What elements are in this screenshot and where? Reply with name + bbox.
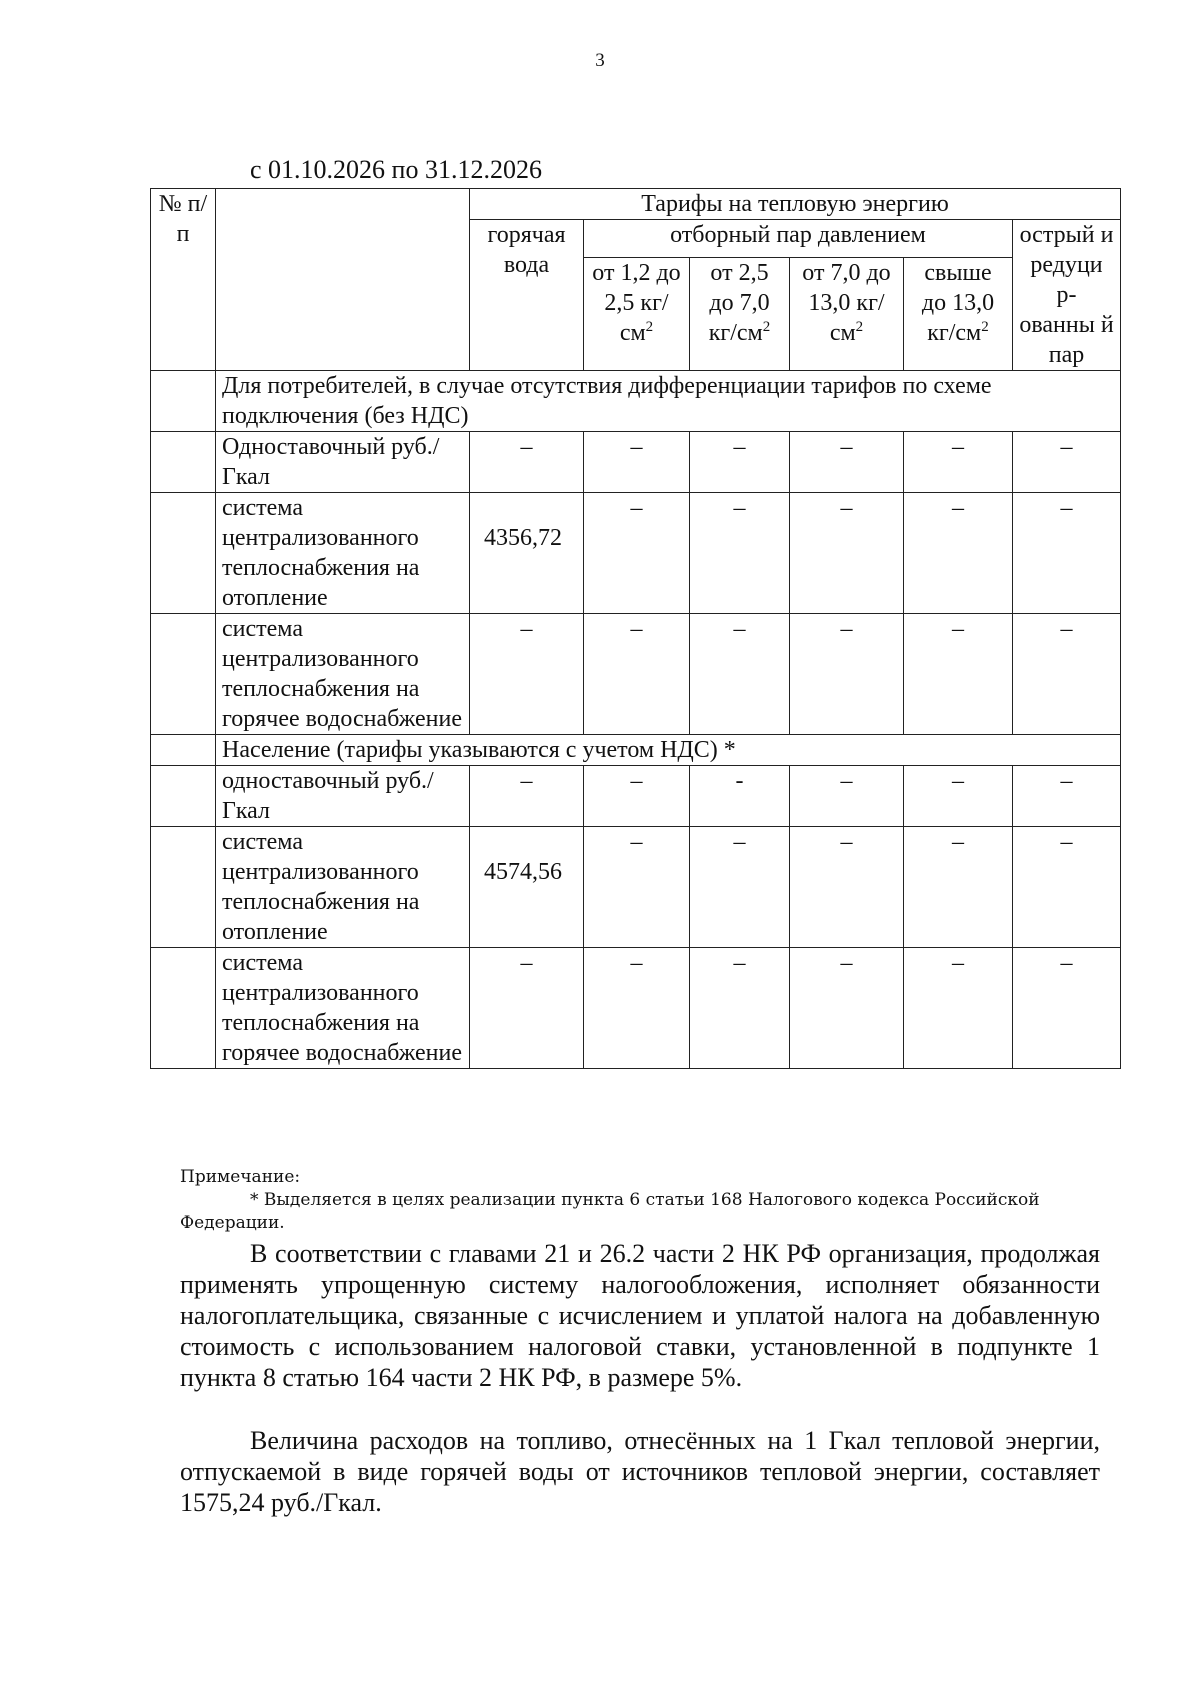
cell-hot-water: –: [470, 766, 584, 827]
note-text-continued: Федерации.: [180, 1213, 285, 1233]
table-row: [151, 948, 1121, 1069]
tariff-period: с 01.10.2026 по 31.12.2026: [250, 155, 542, 184]
cell-value: –: [1013, 614, 1121, 735]
cell-value: –: [690, 432, 790, 493]
header-tariffs-title: Тарифы на тепловую энергию: [470, 189, 1121, 220]
note-title: Примечание:: [180, 1167, 301, 1187]
paragraph-fuel-cost: Величина расходов на топливо, отнесённых на 1 Гкал тепловой энергии, отпускаемой в виде горячей воды от источников тепловой энергии, составляет 1575,24 руб./Гкал.: [180, 1426, 1100, 1517]
section-row: [151, 371, 1121, 432]
tariff-table: [150, 188, 1121, 1069]
cell-hot-water: 4574,56: [470, 827, 584, 948]
cell-value: –: [904, 766, 1013, 827]
cell-value: –: [904, 827, 1013, 948]
cell-value: –: [1013, 766, 1121, 827]
cell-hot-water: –: [470, 948, 584, 1069]
section-row: [151, 735, 1121, 766]
cell-value: –: [690, 827, 790, 948]
note-text: * Выделяется в целях реализации пункта 6 статьи 168 Налогового кодекса Российской: [250, 1190, 1040, 1210]
header-steam-title: отборный пар давлением: [584, 220, 1013, 258]
header-num: № п/п: [151, 189, 216, 371]
row-label: Одноставочный руб./Гкал: [216, 432, 470, 493]
paragraph-vat: В соответствии с главами 21 и 26.2 части 2 НК РФ организация, продолжая применять упрощенную систему налогообложения, исполняет обязанности налогоплательщика, связанные с исчислением и уплатой налога на добавленную стоимость с использованием налоговой ставки, установленной в подпункте 1 пункта 8 статью 164 части 2 НК РФ, в размере 5%.: [180, 1239, 1100, 1392]
row-label: система централизованного теплоснабжения на горячее водоснабжение: [216, 948, 470, 1069]
cell-value: –: [904, 614, 1013, 735]
table-row: [151, 766, 1121, 827]
cell-value: –: [790, 614, 904, 735]
section-title: Для потребителей, в случае отсутствия дифференциации тарифов по схеме подключения (без НДС): [216, 371, 1121, 432]
header-steam-1: от 1,2 до 2,5 $кг/см^2$: [584, 258, 690, 371]
cell-value: –: [1013, 827, 1121, 948]
section-title: Население (тарифы указываются с учетом НДС) *: [216, 735, 1121, 766]
cell-value: –: [904, 948, 1013, 1069]
cell-hot-water: 4356,72: [470, 493, 584, 614]
header-steam-2: от 2,5 до 7,0 $кг/см^2$: [690, 258, 790, 371]
cell-hot-water: –: [470, 432, 584, 493]
cell-value: –: [790, 432, 904, 493]
cell-value: –: [790, 766, 904, 827]
cell-value: –: [584, 432, 690, 493]
cell-value: –: [790, 948, 904, 1069]
header-hot-water: горячая вода: [470, 220, 584, 371]
header-steam-4: свыше до 13,0 $кг/см^2$: [904, 258, 1013, 371]
cell-value: -: [690, 766, 790, 827]
cell-value: –: [584, 948, 690, 1069]
cell-hot-water: –: [470, 614, 584, 735]
cell-value: –: [584, 766, 690, 827]
cell-value: –: [584, 614, 690, 735]
header-steam-3: от 7,0 до 13,0 $кг/см^2$: [790, 258, 904, 371]
cell-value: –: [690, 948, 790, 1069]
cell-value: –: [790, 827, 904, 948]
cell-value: –: [584, 827, 690, 948]
table-row: [151, 432, 1121, 493]
table-row: [151, 827, 1121, 948]
cell-value: –: [584, 493, 690, 614]
cell-value: –: [690, 493, 790, 614]
cell-value: –: [1013, 432, 1121, 493]
row-label: система централизованного теплоснабжения на отопление: [216, 827, 470, 948]
cell-value: –: [690, 614, 790, 735]
cell-value: –: [904, 493, 1013, 614]
cell-value: –: [1013, 493, 1121, 614]
cell-value: –: [790, 493, 904, 614]
row-label: система централизованного теплоснабжения на отопление: [216, 493, 470, 614]
row-label: система централизованного теплоснабжения на горячее водоснабжение: [216, 614, 470, 735]
cell-value: –: [904, 432, 1013, 493]
table-row: [151, 614, 1121, 735]
header-sharp-steam: острый и редуци р- ованны й пар: [1013, 220, 1121, 371]
page-number: 3: [595, 50, 605, 71]
header-row-1: [151, 189, 1121, 220]
row-label: одноставочный руб./Гкал: [216, 766, 470, 827]
table-row: [151, 493, 1121, 614]
header-empty: [216, 189, 470, 371]
cell-value: –: [1013, 948, 1121, 1069]
